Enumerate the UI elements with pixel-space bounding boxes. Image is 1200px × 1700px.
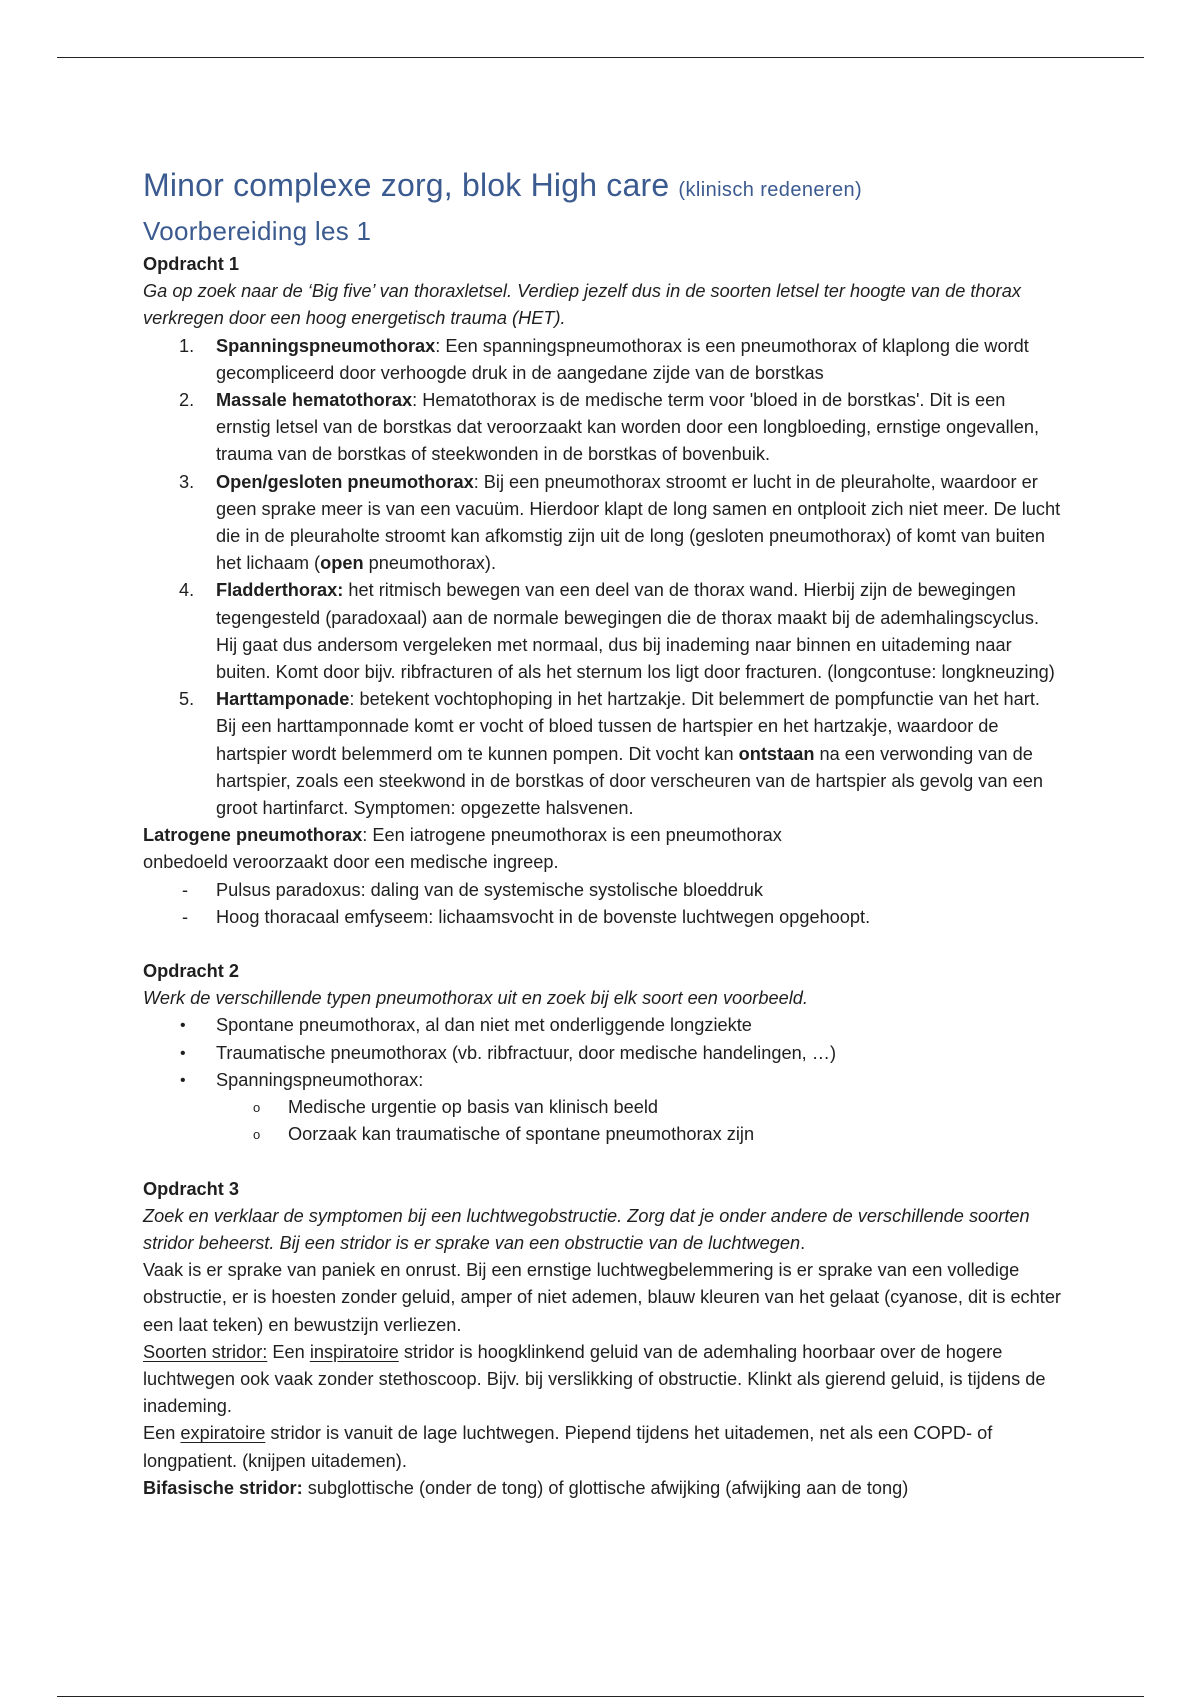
- bullet-list: [143, 1012, 1063, 1148]
- bifasische-paragraph: Bifasische stridor: subglottische (onder de tong) of glottische afwijking (afwijking aan de tong): [143, 1477, 909, 1498]
- opdracht2-heading: Opdracht 2: [143, 961, 240, 982]
- list-item: 5. Harttamponade: betekent vochtophoping in het hartzakje. Dit belemmert de pompfunctie van het hart. Bij een harttamponnade komt er vocht of bloed tussen de hartspier en het hartzakje, waardoor de hartspier wordt belemmerd om te kunnen pompen. Dit vocht kan ontstaan na een verwonding van de hartspier, zoals een steekwond in de borstkas of door verscheuren van de hartspier als gevolg van een groot hartinfarct. Symptomen: opgezette halsvenen.: [179, 689, 1044, 819]
- footer-rule: [57, 1696, 1144, 1697]
- iatrogene-paragraph: Latrogene pneumothorax: Een iatrogene pneumothorax is een pneumothorax onbedoeld veroorzaakt door een medische ingreep.: [143, 825, 782, 873]
- list-item: - Pulsus paradoxus: daling van de systemische systolische bloeddruk: [182, 879, 763, 900]
- list-item: 2. Massale hematothorax: Hematothorax is de medische term voor 'bloed in de borstkas'. Dit is een ernstig letsel van de borstkas dat veroorzaakt kan worden door een longbloeding, ernstige ongevallen, trauma van de borstkas of steekwonden in de borstkas of bovenbuik.: [179, 390, 1040, 465]
- section-subtitle: Voorbereiding les 1: [143, 216, 372, 246]
- title-suffix: (klinisch redeneren): [678, 179, 863, 201]
- big-five-list: [143, 333, 1063, 823]
- expiratoire-paragraph: Een expiratoire stridor is vanuit de lage luchtwegen. Piepend tijdens het uitademen, net als een COPD- of longpatient. (knijpen uitademen).: [143, 1423, 993, 1471]
- dash-list: [143, 877, 1063, 931]
- list-item: • Spanningspneumothorax:: [180, 1069, 424, 1090]
- opdracht1-heading: Opdracht 1: [143, 254, 240, 274]
- stridor-types-paragraph: Soorten stridor: Een inspiratoire stridor is hoogklinkend geluid van de ademhaling hoorbaar over de hogere luchtwegen ook vaak zonder stethoscoop. Bijv. bij verslikking of obstructie. Klinkt als gierend geluid, is tijdens de inademing.: [143, 1341, 1046, 1417]
- document-body: [143, 162, 1063, 1502]
- list-item: 3. Open/gesloten pneumothorax: Bij een pneumothorax stroomt er lucht in de pleuraholte, waardoor er geen sprake meer is van een vacuüm. Hierdoor klapt de long samen en ontplooit zich niet meer. De lucht die in de pleuraholte stroomt kan afkomstig zijn uit de long (gesloten pneumothorax) of komt van buiten het lichaam (open pneumothorax).: [179, 471, 1061, 574]
- opdracht3-heading: Opdracht 3: [143, 1178, 240, 1199]
- opdracht3-task-paragraph: Zoek en verklaar de symptomen bij een luchtwegobstructie. Zorg dat je onder andere de verschillende soorten stridor beheerst. Bij een stridor is er sprake van een obstructie van de luchtwegen.: [143, 1205, 1030, 1253]
- opdracht3-task: Zoek en verklaar de symptomen bij een luchtwegobstructie. Zorg dat je onder andere de verschillende soorten stridor beheerst. Bij een stridor is er sprake van een obstructie van de luchtwegen: [143, 1205, 1030, 1253]
- symptoms-paragraph: Vaak is er sprake van paniek en onrust. Bij een ernstige luchtwegbelemmering is er sprake van een volledige obstructie, er is hoesten zonder geluid, amper of niet ademen, blauw kleuren van het gelaat (cyanose, dit is echter een laat teken) en bewustzijn verliezen.: [143, 1260, 1061, 1335]
- list-item: 1. Spanningspneumothorax: Een spanningspneumothorax is een pneumothorax of klaplong die wordt gecompliceerd door verhoogde druk in de aangedane zijde van de borstkas: [179, 335, 1029, 383]
- list-item: • Spontane pneumothorax, al dan niet met onderliggende longziekte: [180, 1015, 752, 1036]
- opdracht1-task: Ga op zoek naar de ‘Big five’ van thoraxletsel. Verdiep jezelf dus in de soorten letsel ter hoogte van de thorax verkregen door een hoog energetisch trauma (HET).: [143, 281, 1021, 329]
- opdracht2-task: Werk de verschillende typen pneumothorax uit en zoek bij elk soort een voorbeeld.: [143, 988, 808, 1009]
- list-item: - Hoog thoracaal emfyseem: lichaamsvocht in de bovenste luchtwegen opgehoopt.: [182, 906, 871, 927]
- list-item: 4. Fladderthorax: het ritmisch bewegen van een deel van de thorax wand. Hierbij zijn de bewegingen tegengesteld (paradoxaal) aan de normale bewegingen die de thorax maakt bij de ademhalingscyclus. Hij gaat dus andersom vergeleken met normaal, dus bij inademing naar binnen en uitademing naar buiten. Komt door bijv. ribfracturen of als het sternum los ligt door fracturen. (longcontuse: longkneuzing): [179, 580, 1055, 683]
- sub-list-item: o Medische urgentie op basis van klinisch beeld: [253, 1097, 659, 1118]
- document-title: Minor complexe zorg, blok High care (klinisch redeneren): [143, 167, 863, 203]
- header-rule: [57, 57, 1144, 58]
- list-item: • Traumatische pneumothorax (vb. ribfractuur, door medische handelingen, …): [180, 1042, 837, 1063]
- sub-list-item: o Oorzaak kan traumatische of spontane pneumothorax zijn: [253, 1124, 755, 1145]
